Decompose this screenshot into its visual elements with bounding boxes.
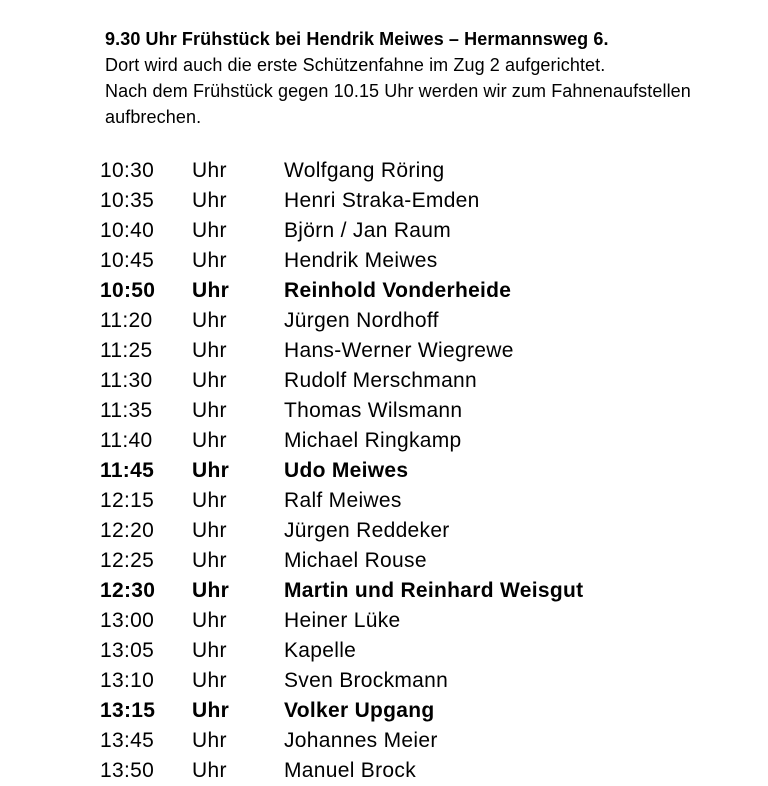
schedule-time: 13:00	[100, 609, 155, 632]
schedule-name: Henri Straka-Emden	[284, 189, 480, 212]
schedule-unit: Uhr	[192, 759, 227, 782]
schedule-name: Björn / Jan Raum	[284, 219, 452, 242]
intro-line: aufbrechen.	[105, 107, 202, 127]
schedule-unit: Uhr	[192, 399, 227, 422]
schedule-unit: Uhr	[192, 699, 230, 722]
schedule-name: Johannes Meier	[284, 729, 438, 752]
schedule-unit: Uhr	[192, 309, 227, 332]
schedule-time: 10:45	[100, 249, 155, 272]
schedule-unit: Uhr	[192, 519, 227, 542]
schedule-time: 13:15	[100, 699, 156, 722]
schedule-unit: Uhr	[192, 489, 227, 512]
schedule-unit: Uhr	[192, 369, 227, 392]
schedule-unit: Uhr	[192, 579, 230, 602]
schedule-unit: Uhr	[192, 219, 227, 242]
schedule-unit: Uhr	[192, 189, 227, 212]
schedule-time: 11:30	[100, 369, 153, 392]
schedule-name: Wolfgang Röring	[284, 159, 445, 182]
schedule-name: Volker Upgang	[284, 699, 435, 722]
schedule-name: Sven Brockmann	[284, 669, 449, 692]
intro-line: Dort wird auch die erste Schützenfahne im Zug 2 aufgerichtet.	[105, 55, 606, 75]
schedule-time: 10:50	[100, 279, 156, 302]
schedule-unit: Uhr	[192, 549, 227, 572]
intro-line: Nach dem Frühstück gegen 10.15 Uhr werden wir zum Fahnenaufstellen	[105, 81, 691, 101]
schedule-time: 10:35	[100, 189, 155, 212]
schedule-unit: Uhr	[192, 339, 227, 362]
schedule-time: 11:40	[100, 429, 153, 452]
schedule-name: Jürgen Reddeker	[284, 519, 450, 542]
schedule-name: Hendrik Meiwes	[284, 249, 438, 272]
schedule-time: 12:20	[100, 519, 155, 542]
schedule-time: 10:30	[100, 159, 155, 182]
schedule-unit: Uhr	[192, 279, 230, 302]
schedule-time: 12:25	[100, 549, 155, 572]
schedule-unit: Uhr	[192, 729, 227, 752]
schedule-name: Ralf Meiwes	[284, 489, 402, 512]
schedule-name: Manuel Brock	[284, 759, 416, 782]
schedule-time: 11:20	[100, 309, 153, 332]
schedule-name: Michael Rouse	[284, 549, 427, 572]
schedule-time: 11:25	[100, 339, 153, 362]
schedule-time: 13:45	[100, 729, 155, 752]
schedule-name: Reinhold Vonderheide	[284, 279, 512, 302]
schedule-unit: Uhr	[192, 159, 227, 182]
schedule-time: 13:10	[100, 669, 155, 692]
schedule-unit: Uhr	[192, 609, 227, 632]
schedule-time: 11:35	[100, 399, 153, 422]
schedule-name: Martin und Reinhard Weisgut	[284, 579, 584, 602]
schedule-name: Thomas Wilsmann	[284, 399, 463, 422]
schedule-time: 13:50	[100, 759, 155, 782]
intro-heading: 9.30 Uhr Frühstück bei Hendrik Meiwes – Hermannsweg 6.	[105, 29, 609, 49]
schedule-time: 10:40	[100, 219, 155, 242]
schedule-name: Kapelle	[284, 639, 357, 662]
schedule-name: Udo Meiwes	[284, 459, 409, 482]
schedule-time: 11:45	[100, 459, 155, 482]
schedule-time: 13:05	[100, 639, 155, 662]
intro-text	[105, 26, 691, 130]
schedule-name: Michael Ringkamp	[284, 429, 462, 452]
schedule-name: Hans-Werner Wiegrewe	[284, 339, 514, 362]
schedule-unit: Uhr	[192, 639, 227, 662]
schedule-name: Heiner Lüke	[284, 609, 401, 632]
schedule-unit: Uhr	[192, 669, 227, 692]
schedule-time: 12:15	[100, 489, 155, 512]
schedule-unit: Uhr	[192, 429, 227, 452]
schedule-time: 12:30	[100, 579, 156, 602]
schedule-name: Rudolf Merschmann	[284, 369, 478, 392]
schedule-unit: Uhr	[192, 459, 230, 482]
schedule-unit: Uhr	[192, 249, 227, 272]
schedule-name: Jürgen Nordhoff	[284, 309, 439, 332]
